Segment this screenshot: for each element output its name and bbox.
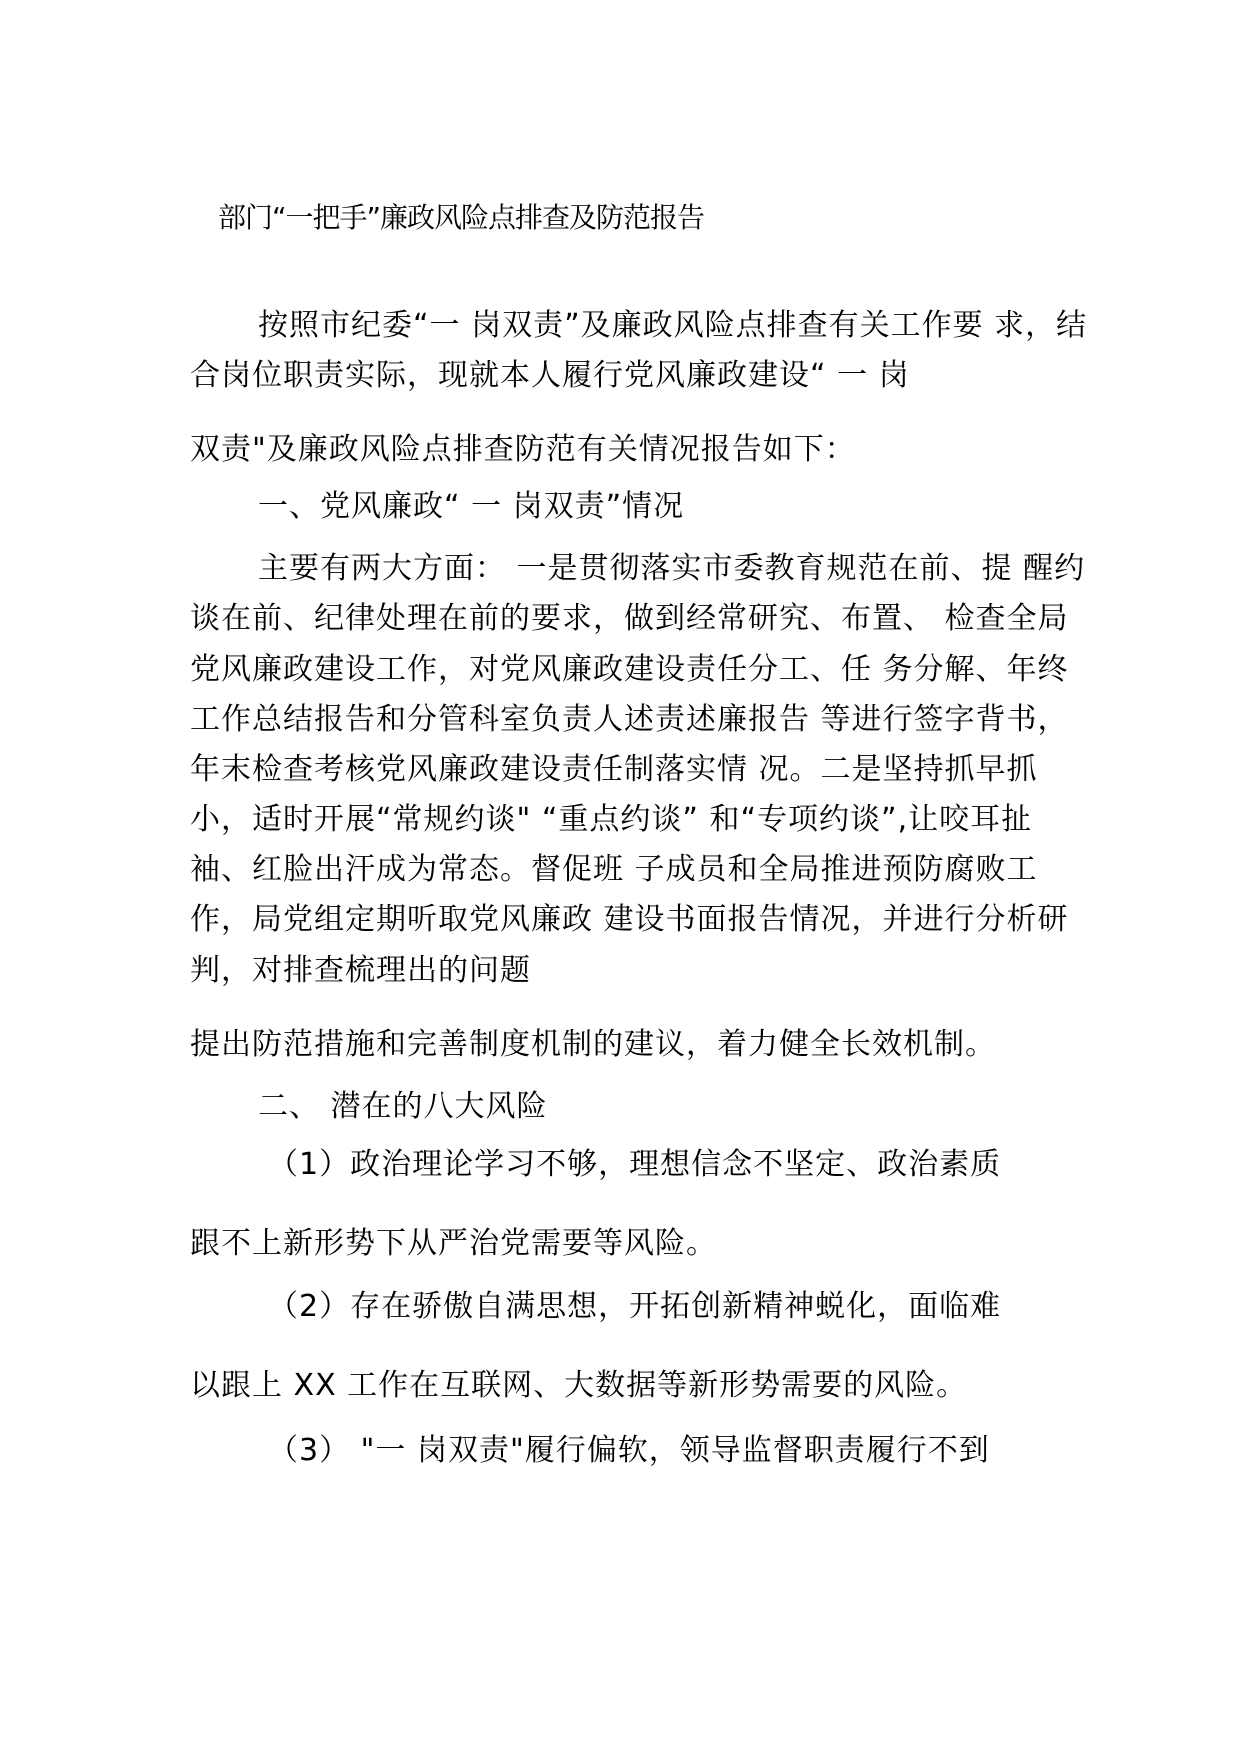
- section-heading-2: 二、 潜在的八大风险: [258, 1089, 548, 1124]
- paragraph-line: 党风廉政建设工作，对党风廉政建设责任分工、任 务分解、年终: [190, 652, 1069, 687]
- paragraph-line: 以跟上 XX 工作在互联网、大数据等新形势需要的风险。: [190, 1368, 968, 1403]
- paragraph-line: 小，适时开展“常规约谈" “重点约谈” 和“专项约谈”,让咬耳扯: [190, 802, 1033, 837]
- paragraph-line: 双责"及廉政风险点排查防范有关情况报告如下：: [190, 432, 856, 467]
- document-title: 部门“一把手”廉政风险点排查及防范报告: [218, 201, 705, 234]
- risk-item-1: （1）政治理论学习不够，理想信念不坚定、政治素质: [268, 1147, 1002, 1182]
- paragraph-line: 谈在前、纪律处理在前的要求，做到经常研究、布置、 检查全局: [190, 601, 1069, 636]
- paragraph-line: 跟不上新形势下从严治党需要等风险。: [190, 1226, 717, 1261]
- paragraph-line: 合岗位职责实际，现就本人履行党风廉政建设“ 一 岗: [190, 358, 910, 393]
- paragraph-line: 工作总结报告和分管科室负责人述责述廉报告 等进行签字背书，: [190, 702, 1069, 737]
- paragraph-line: 主要有两大方面： 一是贯彻落实市委教育规范在前、提 醒约: [258, 551, 1086, 586]
- paragraph-line: 年末检查考核党风廉政建设责任制落实情 况。二是坚持抓早抓: [190, 752, 1038, 787]
- paragraph-line: 按照市纪委“一 岗双责”及廉政风险点排查有关工作要 求，结: [258, 308, 1088, 343]
- paragraph-line: 提出防范措施和完善制度机制的建议，着力健全长效机制。: [190, 1027, 996, 1062]
- paragraph-line: 判，对排查梳理出的问题: [190, 953, 531, 988]
- paragraph-line: 作，局党组定期听取党风廉政 建设书面报告情况，并进行分析研: [190, 902, 1069, 937]
- paragraph-line: 袖、红脸出汗成为常态。督促班 子成员和全局推进预防腐败工: [190, 852, 1038, 887]
- section-heading-1: 一、党风廉政“ 一 岗双责”情况: [258, 489, 685, 524]
- risk-item-3: （3） "一 岗双责"履行偏软，领导监督职责履行不到: [268, 1433, 990, 1468]
- risk-item-2: （2）存在骄傲自满思想，开拓创新精神蜕化，面临难: [268, 1289, 1002, 1324]
